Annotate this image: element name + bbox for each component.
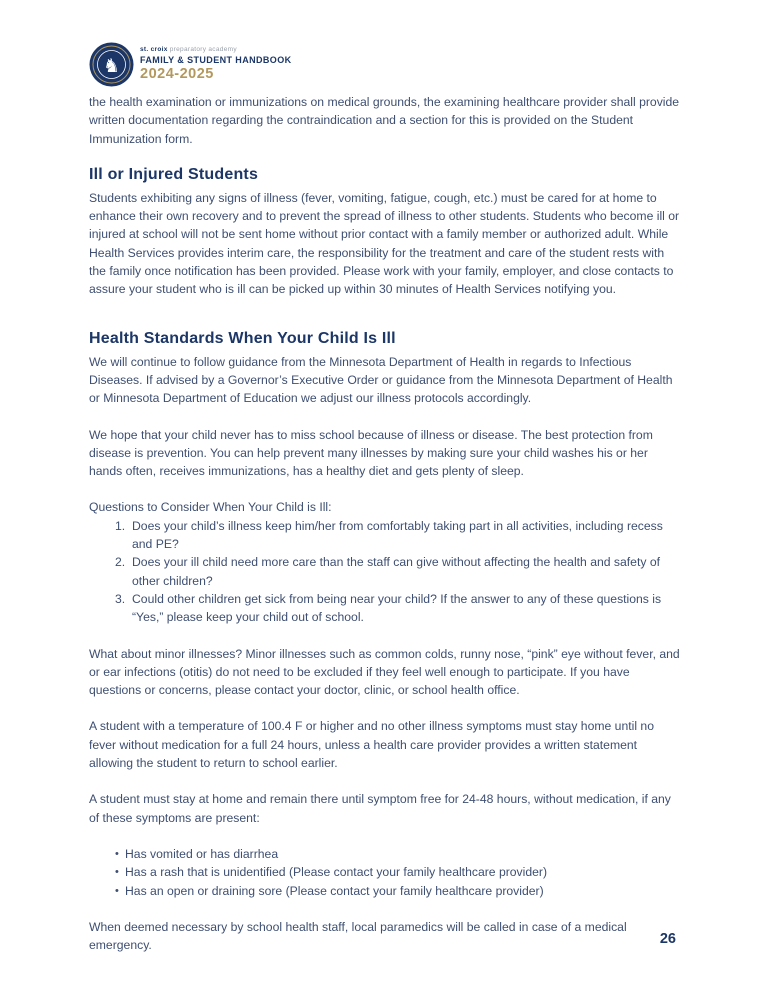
page-content: [89, 42, 682, 972]
paragraph-immunization-continuation: the health examination or immunizations on medical grounds, the examining healthcare provider shall provide written documentation regarding the contraindication and a section for this is provided on the Student Immunization form.: [89, 95, 680, 146]
school-name-primary: st. croix: [140, 46, 168, 53]
svg-text:♞: ♞: [102, 55, 121, 77]
questions-list: [89, 517, 682, 627]
document-body: [89, 93, 682, 954]
heading-health-standards: Health Standards When Your Child Is Ill: [89, 329, 396, 347]
list-item: Does your ill child need more care than the staff can give without affecting the health and safety of other children?: [132, 555, 660, 588]
list-item: • Has an open or draining sore (Please contact your family healthcare provider): [115, 882, 682, 900]
paragraph-ill-or-injured: Students exhibiting any signs of illness (fever, vomiting, fatigue, cough, etc.) must be cared for at home to enhance their own recovery and to prevent the spread of illness to other students. Students who become ill or injured at school will not be sent home without prior contact with a family member or authorized adult. While Health Services provides interim care, the responsibility for the treatment and care of the student rests with the family once notification has been provided. Please work with your family, employer, and close contacts to assure your student who is ill can be picked up within 30 minutes of Health Services notifying you.: [89, 190, 680, 297]
paragraph-prevention: We hope that your child never has to miss school because of illness or disease. The best protection from disease is prevention. You can help prevent many illnesses by making sure your child washes his or her hands often, receives immunizations, has a healthy diet and gets plenty of sleep.: [89, 427, 653, 479]
school-name-secondary: preparatory academy: [169, 46, 237, 53]
questions-intro: Questions to Consider When Your Child is Ill:: [89, 500, 332, 515]
list-item: • Has a rash that is unidentified (Please contact your family healthcare provider): [115, 863, 682, 881]
page-header: [89, 42, 682, 88]
paragraph-minor-illnesses: What about minor illnesses? Minor illnesses such as common colds, runny nose, “pink” eye without fever, and or ear infections (otitis) do not need to be excluded if they feel well enough to participate. If you have questions or concerns, please contact your doctor, clinic, or school health office.: [89, 646, 680, 698]
list-item: Could other children get sick from being near your child? If the answer to any of these questions is “Yes,” please keep your child out of school.: [132, 591, 662, 625]
header-text: [140, 42, 292, 82]
page-number: 26: [659, 931, 676, 947]
school-crest-icon: [89, 42, 134, 87]
symptoms-list: [89, 845, 682, 900]
list-item: Does your child’s illness keep him/her from comfortably taking part in all activities, including recess and PE?: [132, 518, 663, 552]
heading-ill-or-injured-students: Ill or Injured Students: [89, 165, 259, 183]
list-item: • Has vomited or has diarrhea: [115, 845, 682, 863]
paragraph-mdh-guidance: We will continue to follow guidance from the Minnesota Department of Health in regards to Infectious Diseases. If advised by a Governor’s Executive Order or guidance from the Minnesota Department of Health or Minnesota Department of Education we adjust our illness protocols accordingly.: [89, 354, 673, 406]
school-name: [140, 47, 292, 54]
handbook-title: FAMILY & STUDENT HANDBOOK: [140, 55, 292, 65]
school-year: 2024-2025: [140, 66, 214, 82]
paragraph-fever-policy: A student with a temperature of 100.4 F or higher and no other illness symptoms must stay home until no fever without medication for a full 24 hours, unless a health care provider provides a written statement allowing the student to return to school earlier.: [89, 719, 654, 771]
paragraph-stay-home: A student must stay at home and remain there until symptom free for 24-48 hours, without medication, if any of these symptoms are present:: [89, 792, 671, 825]
paragraph-emergency: When deemed necessary by school health staff, local paramedics will be called in case of a medical emergency.: [89, 919, 627, 953]
